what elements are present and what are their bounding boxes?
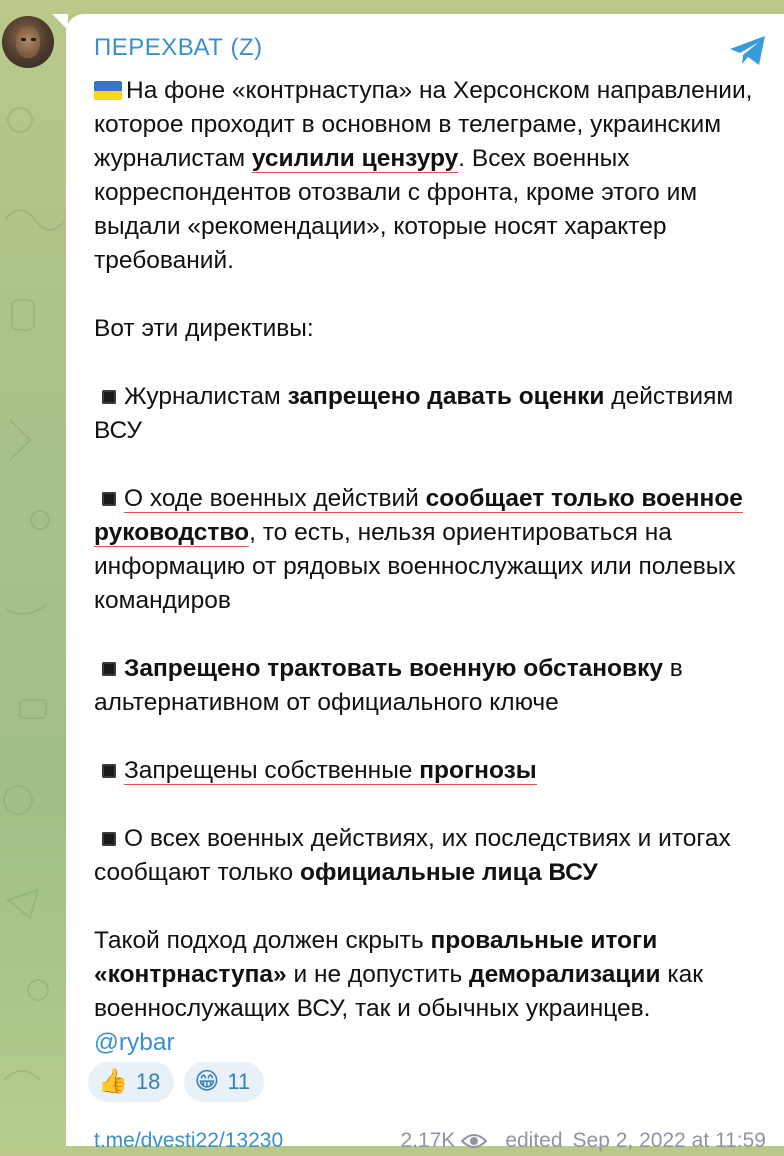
- intro-text-a: На фоне «контрнаступа» на Херсонском направлении, которое проходит в основном в телеграме, украинским журналистам: [94, 77, 753, 172]
- directive-4: [94, 754, 784, 788]
- bullet-square-icon: [102, 662, 116, 676]
- bullet-square-icon: [102, 492, 116, 506]
- directive-1: [94, 380, 784, 448]
- ukraine-flag-icon: [94, 81, 122, 100]
- directive-2-b: сообщает только военное руководство: [94, 485, 743, 546]
- directive-3-b: Запрещено трактовать военную обстановку: [124, 655, 663, 682]
- directive-5-a: О всех военных действиях, их последствиях и итогах сообщают только: [94, 825, 731, 886]
- reaction-thumbs-up[interactable]: [88, 1062, 174, 1102]
- directives-heading: Вот эти директивы:: [94, 315, 314, 342]
- reaction-grin[interactable]: [184, 1062, 264, 1102]
- avatar-eye-left: [21, 38, 26, 41]
- directive-4-a: Запрещены собственные: [124, 757, 420, 784]
- bullet-square-icon: [102, 390, 116, 404]
- views-value: 2.17K: [400, 1129, 456, 1152]
- grin-icon: 😁: [194, 1068, 220, 1095]
- timestamp: Sep 2, 2022 at 11:59: [572, 1129, 766, 1152]
- conclusion-b: провальные итоги «контрнаступа»: [94, 927, 658, 988]
- channel-avatar[interactable]: [2, 16, 54, 68]
- conclusion-e: как военнослужащих ВСУ, так и обычных украинцев.: [94, 961, 703, 1022]
- mention-link[interactable]: @rybar: [94, 1029, 175, 1056]
- intro-paragraph: [94, 74, 784, 278]
- intro-text-c: . Всех военных корреспондентов отозвали с фронта, кроме этого им выдали «рекомендации», которые носят характер требований.: [94, 145, 698, 274]
- directive-4-b: прогнозы: [419, 757, 537, 784]
- bullet-square-icon: [102, 764, 116, 778]
- bullet-square-icon: [102, 832, 116, 846]
- message-footer: [94, 1126, 766, 1156]
- wallpaper-pattern: [0, 0, 70, 1146]
- conclusion-c: и не допустить: [286, 961, 470, 988]
- reactions-bar: [88, 1062, 264, 1102]
- directive-2-c: , то есть, нельзя ориентироваться на информацию от рядовых военнослужащих или полевых командиров: [94, 519, 736, 614]
- channel-name[interactable]: ПЕРЕХВАТ (Z): [94, 34, 263, 61]
- directive-3-c: в альтернативном от официального ключе: [94, 655, 683, 716]
- directive-2: [94, 482, 784, 618]
- post-link[interactable]: t.me/dvesti22/13230: [94, 1129, 284, 1152]
- conclusion-a: Такой подход должен скрыть: [94, 927, 431, 954]
- telegram-share-icon[interactable]: [728, 34, 768, 68]
- directive-3: [94, 652, 784, 720]
- conclusion-paragraph: [94, 924, 784, 1060]
- edited-label: edited: [505, 1129, 563, 1152]
- directive-1-a: Журналистам: [124, 383, 288, 410]
- message-text: [94, 74, 784, 1060]
- eye-icon: [461, 1133, 487, 1149]
- avatar-eye-right: [31, 38, 36, 41]
- directive-1-c: действиям ВСУ: [94, 383, 734, 444]
- directive-2-a: О ходе военных действий: [124, 485, 426, 512]
- message-bubble[interactable]: [66, 14, 784, 1152]
- thumbs-up-icon: 👍: [98, 1068, 128, 1095]
- directive-1-b: запрещено давать оценки: [287, 383, 605, 410]
- intro-highlight: усилили цензуру: [251, 145, 459, 172]
- view-count: [400, 1129, 487, 1153]
- avatar-face: [16, 26, 40, 58]
- reaction-count: 11: [227, 1069, 251, 1094]
- directive-5-b: официальные лица ВСУ: [299, 859, 598, 886]
- conclusion-d: деморализации: [469, 961, 661, 988]
- directive-5: [94, 822, 784, 890]
- reaction-count: 18: [135, 1069, 161, 1094]
